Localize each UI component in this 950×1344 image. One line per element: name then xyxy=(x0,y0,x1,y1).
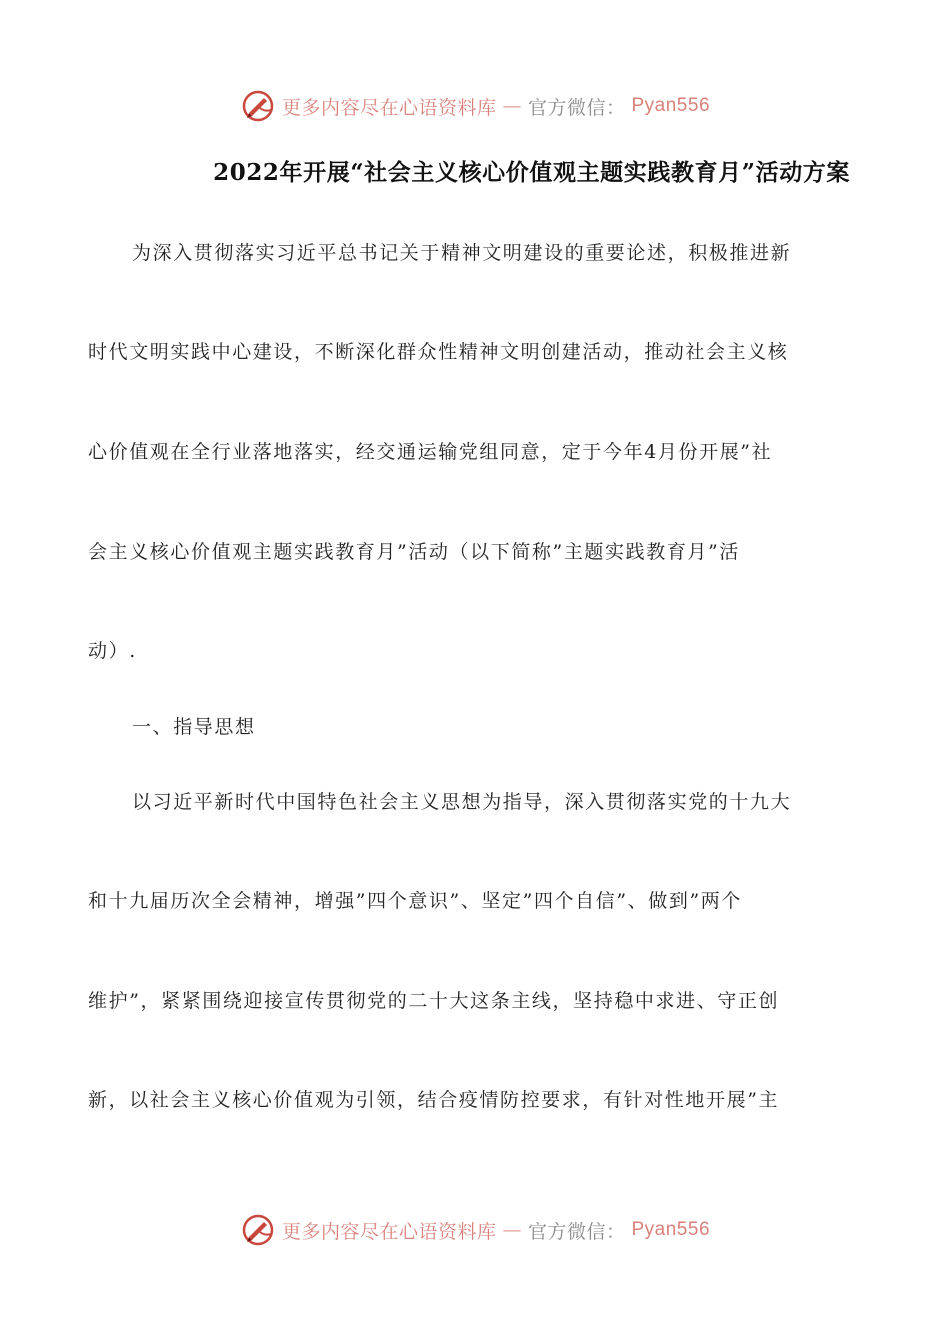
paragraph-line: 和十九届历次全会精神，增强”四个意识”、坚定”四个自信”、做到”两个 xyxy=(88,890,742,912)
paragraph-line: 时代文明实践中心建设，不断深化群众性精神文明创建活动，推动社会主义核 xyxy=(88,341,789,363)
paragraph-line: 以习近平新时代中国特色社会主义思想为指导，深入贯彻落实党的十九大 xyxy=(132,791,792,813)
paragraph-line: 为深入贯彻落实习近平总书记关于精神文明建设的重要论述，积极推进新 xyxy=(132,242,792,264)
header-banner xyxy=(0,86,950,126)
section-heading: 一、指导思想 xyxy=(132,716,256,738)
paragraph-line: 会主义核心价值观主题实践教育月”活动（以下简称”主题实践教育月”活 xyxy=(88,541,740,563)
footer-banner xyxy=(0,1210,950,1250)
banner-text: 更多内容尽在心语资料库 xyxy=(281,96,497,119)
banner-dash: — xyxy=(502,95,522,117)
banner-wechat-id: Pyan556 xyxy=(631,1219,711,1240)
paragraph-line: 新，以社会主义核心价值观为引领，结合疫情防控要求，有针对性地开展”主 xyxy=(88,1089,780,1111)
document-title: 2022年开展“社会主义核心价值观主题实践教育月”活动方案 xyxy=(213,159,850,186)
pen-logo-icon xyxy=(240,88,276,124)
banner-text: 更多内容尽在心语资料库 xyxy=(281,1220,497,1243)
banner-wechat-label: 官方微信： xyxy=(527,1220,626,1243)
banner-dash: — xyxy=(502,1219,522,1241)
banner-wechat-id: Pyan556 xyxy=(631,95,711,116)
paragraph-line: 心价值观在全行业落地落实，经交通运输党组同意，定于今年4月份开展”社 xyxy=(88,441,773,463)
pen-logo-icon xyxy=(240,1212,276,1248)
paragraph-line: 维护”，紧紧围绕迎接宣传贯彻党的二十大这条主线，坚持稳中求进、守正创 xyxy=(88,990,780,1012)
paragraph-line: 动）. xyxy=(88,640,137,662)
banner-wechat-label: 官方微信： xyxy=(527,96,626,119)
